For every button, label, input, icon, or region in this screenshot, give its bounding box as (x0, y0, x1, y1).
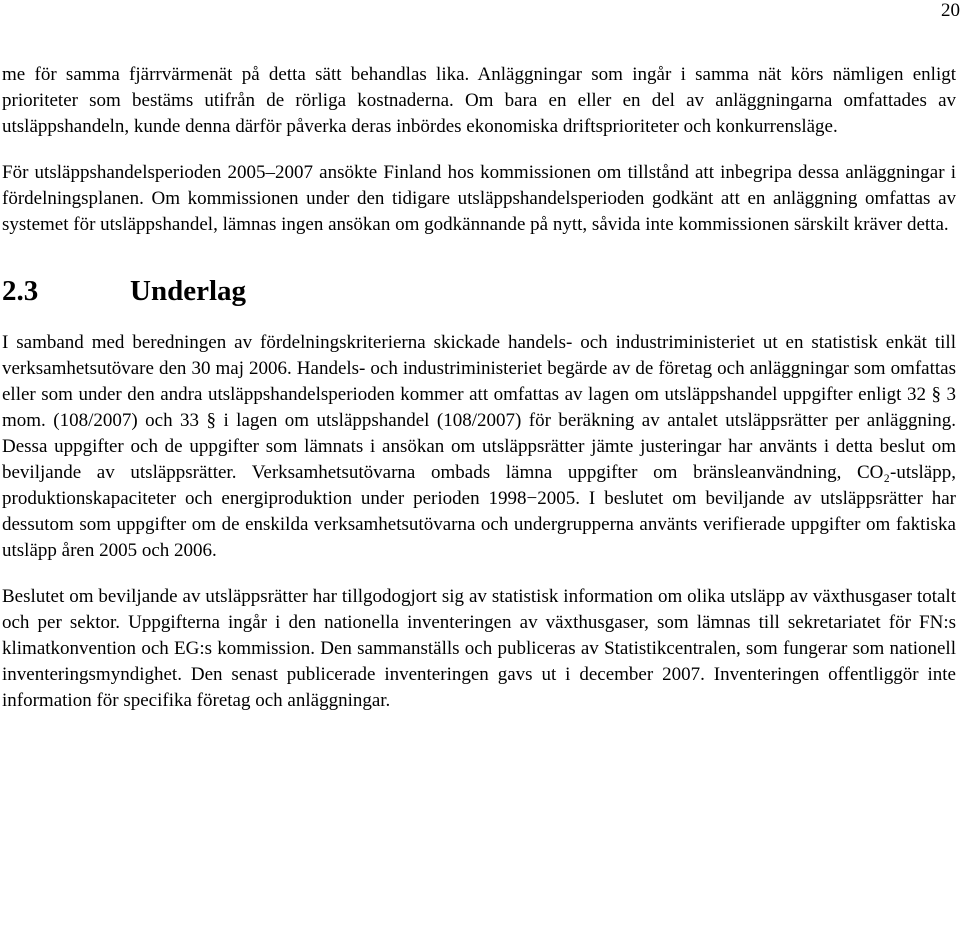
paragraph-survey: I samband med beredningen av fördelningskriterierna skickade handels- och industriministeriet ut en statistisk enkät till verksamhetsutövare den 30 maj 2006. Handels- och industriministeriet begärde av de företag och anläggningar som omfattas eller som under den andra utsläppshandelsperioden kommer att omfattas av lagen om utsläppshandel uppgifter enligt 32 § 3 mom. (108/2007) och 33 § i lagen om utsläppshandel (108/2007) för beräkning av antalet utsläppsrätter per anläggning. Dessa uppgifter och de uppgifter som lämnats i ansökan om utsläppsrätter jämte justeringar har använts i detta beslut om beviljande av utsläppsrätter. Verksamhetsutövarna ombads lämna uppgifter om bränsleanvändning, CO₂-utsläpp, produktionskapaciteter och energiproduktion under perioden 1998−2005. I beslutet om beviljande av utsläppsrätter har dessutom som uppgifter om de enskilda verksamhetsutövarna och undergrupperna använts verifierade uppgifter om faktiska utsläpp åren 2005 och 2006. (2, 332, 956, 561)
section-heading-wrapper (2, 274, 956, 308)
paragraph-district-heating: me för samma fjärrvärmenät på detta sätt behandlas lika. Anläggningar som ingår i samma nät körs nämligen enligt prioriteter som bestäms utifrån de rörliga kostnaderna. Om bara en eller en del av anläggningarna omfattades av utsläppshandeln, kunde denna därför påverka deras inbördes ekonomiska driftsprioriteter och konkurrensläge. (2, 64, 956, 137)
document-body (2, 62, 956, 714)
section-title: Underlag (130, 275, 246, 307)
section-number: 2.3 (2, 275, 39, 307)
page-number: 20 (941, 0, 960, 21)
paragraph-trading-period: För utsläppshandelsperioden 2005–2007 ansökte Finland hos kommissionen om tillstånd att inbegripa dessa anläggningar i fördelningsplanen. Om kommissionen under den tidigare utsläppshandelsperioden godkänt att en anläggning omfattas av systemet för utsläppshandel, lämnas ingen ansökan om godkännande på nytt, såvida inte kommissionen särskilt kräver detta. (2, 162, 956, 235)
paragraph-statistics: Beslutet om beviljande av utsläppsrätter har tillgodogjort sig av statistisk information om olika utsläpp av växthusgaser totalt och per sektor. Uppgifterna ingår i den nationella inventeringen av växthusgaser, som lämnas till sekretariatet för FN:s klimatkonvention och EG:s kommission. Den sammanställs och publiceras av Statistikcentralen, som fungerar som nationell inventeringsmyndighet. Den senast publicerade inventeringen gavs ut i december 2007. Inventeringen offentliggör inte information för specifika företag och anläggningar. (2, 586, 956, 711)
section-heading (2, 274, 956, 308)
